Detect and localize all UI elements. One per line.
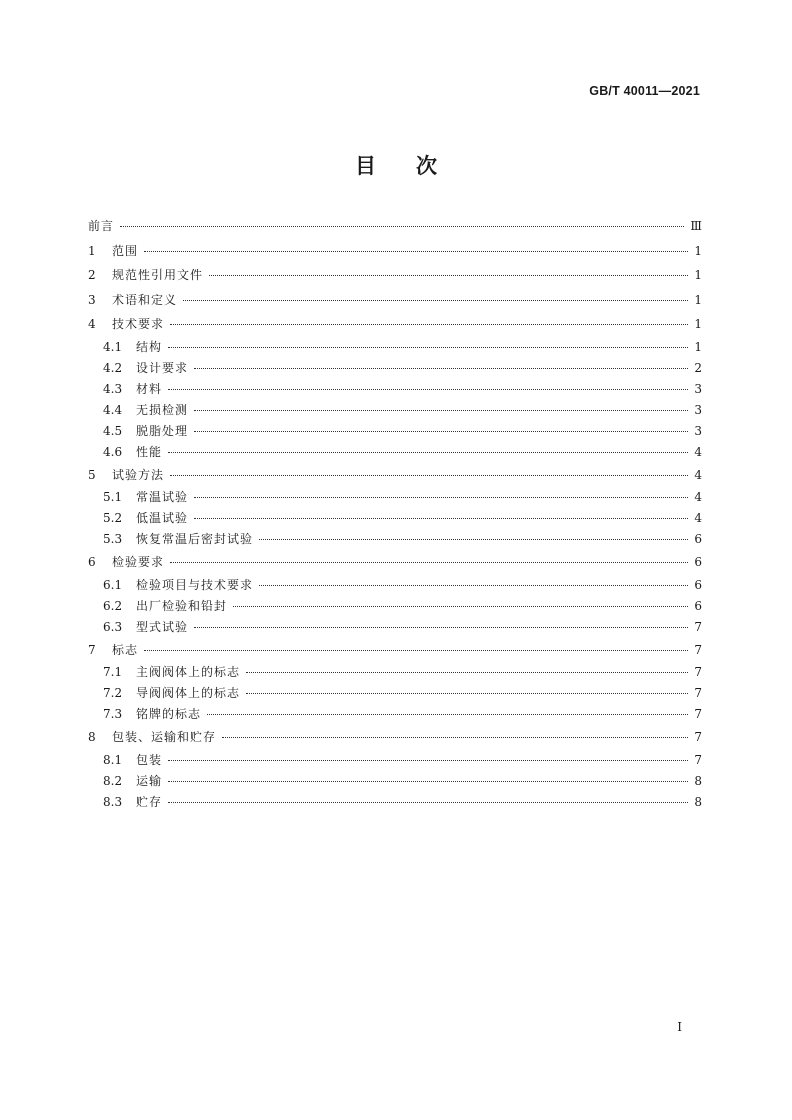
toc-entry-number: 7.2 bbox=[103, 686, 123, 700]
toc-entry-label: 主阀阀体上的标志 bbox=[136, 665, 241, 679]
toc-entry[interactable] bbox=[88, 337, 702, 358]
dot-leader bbox=[170, 463, 688, 476]
toc-entry[interactable] bbox=[88, 263, 702, 288]
toc-entry-page: 3 bbox=[694, 423, 702, 438]
toc-entry-page: 1 bbox=[694, 317, 702, 331]
toc-entry-page: 2 bbox=[694, 360, 702, 375]
toc-entry-number: 8.3 bbox=[103, 794, 123, 809]
toc-entry-page: 7 bbox=[694, 665, 702, 679]
toc-entry-page: Ⅲ bbox=[690, 219, 702, 233]
toc-entry[interactable] bbox=[88, 358, 702, 379]
dot-leader bbox=[170, 312, 688, 325]
dot-leader bbox=[168, 748, 688, 761]
dot-leader bbox=[259, 527, 688, 540]
toc-entry-label: 材料 bbox=[136, 381, 163, 396]
toc-entry[interactable] bbox=[88, 683, 702, 704]
toc-entry-page: 3 bbox=[694, 381, 702, 396]
toc-entry-label: 术语和定义 bbox=[112, 292, 178, 307]
title-char-2: 次 bbox=[416, 154, 437, 178]
toc-entry-page: 8 bbox=[694, 794, 702, 809]
toc-entry-page: 4 bbox=[694, 490, 702, 504]
toc-entry[interactable] bbox=[88, 239, 702, 264]
toc-entry-label: 性能 bbox=[136, 444, 163, 459]
toc-entry[interactable] bbox=[88, 508, 702, 529]
dot-leader bbox=[170, 550, 688, 563]
toc-entry[interactable] bbox=[88, 617, 702, 638]
toc-entry-page: 7 bbox=[694, 619, 702, 634]
toc-entry-label: 前言 bbox=[88, 219, 115, 233]
toc-entry-label: 设计要求 bbox=[136, 360, 189, 375]
toc-entry-page: 4 bbox=[694, 511, 702, 525]
toc-entry-number: 2 bbox=[88, 268, 96, 282]
toc-entry-page: 6 bbox=[694, 598, 702, 613]
toc-entry-number: 6.3 bbox=[103, 619, 123, 634]
toc-entry-number: 4.4 bbox=[103, 402, 123, 417]
toc-entry-page: 4 bbox=[694, 467, 702, 482]
title-char-1: 目 bbox=[355, 154, 376, 178]
dot-leader bbox=[209, 263, 688, 276]
toc-entry-label: 范围 bbox=[112, 243, 139, 258]
toc-entry-label: 出厂检验和铅封 bbox=[136, 598, 228, 613]
toc-entry[interactable] bbox=[88, 662, 702, 683]
toc-entry-page: 7 bbox=[694, 686, 702, 700]
standard-code: GB/T 40011—2021 bbox=[589, 84, 700, 98]
dot-leader bbox=[168, 335, 688, 348]
toc-entry-label: 试验方法 bbox=[112, 467, 165, 482]
page-number: I bbox=[677, 1020, 682, 1034]
table-of-contents bbox=[88, 214, 702, 813]
dot-leader bbox=[168, 440, 688, 453]
toc-entry-label: 标志 bbox=[112, 642, 139, 657]
toc-entry-label: 结构 bbox=[136, 339, 163, 354]
toc-entry-page: 7 bbox=[694, 642, 702, 657]
toc-entry[interactable] bbox=[88, 312, 702, 337]
dot-leader bbox=[194, 615, 688, 628]
toc-entry[interactable] bbox=[88, 638, 702, 663]
toc-entry-label: 型式试验 bbox=[136, 619, 189, 634]
toc-entry-page: 8 bbox=[694, 773, 702, 788]
dot-leader bbox=[144, 239, 688, 252]
toc-entry-label: 运输 bbox=[136, 773, 163, 788]
dot-leader bbox=[259, 573, 688, 586]
toc-entry-number: 5 bbox=[88, 467, 96, 482]
toc-entry[interactable] bbox=[88, 214, 702, 239]
dot-leader bbox=[144, 638, 688, 651]
toc-entry[interactable] bbox=[88, 442, 702, 463]
toc-entry[interactable] bbox=[88, 288, 702, 313]
dot-leader bbox=[246, 681, 688, 694]
dot-leader bbox=[194, 356, 688, 369]
toc-entry-number: 8 bbox=[88, 730, 96, 744]
toc-entry-number: 5.2 bbox=[103, 511, 123, 525]
toc-entry[interactable] bbox=[88, 771, 702, 792]
toc-entry-page: 1 bbox=[694, 268, 702, 282]
toc-entry-label: 检验项目与技术要求 bbox=[136, 577, 254, 592]
toc-entry-label: 规范性引用文件 bbox=[112, 268, 204, 282]
toc-entry-label: 贮存 bbox=[136, 794, 163, 809]
dot-leader bbox=[194, 419, 688, 432]
toc-entry-label: 导阀阀体上的标志 bbox=[136, 686, 241, 700]
toc-entry[interactable] bbox=[88, 550, 702, 575]
toc-entry[interactable] bbox=[88, 792, 702, 813]
toc-entry[interactable] bbox=[88, 575, 702, 596]
toc-entry-label: 技术要求 bbox=[112, 317, 165, 331]
toc-entry[interactable] bbox=[88, 463, 702, 488]
toc-entry-label: 包装 bbox=[136, 752, 163, 767]
toc-entry-number: 5.1 bbox=[103, 490, 123, 504]
toc-entry-number: 4 bbox=[88, 317, 96, 331]
toc-entry-page: 7 bbox=[694, 707, 702, 721]
toc-entry-page: 6 bbox=[694, 577, 702, 592]
toc-entry-number: 4.6 bbox=[103, 444, 123, 459]
toc-entry-number: 1 bbox=[88, 243, 96, 258]
toc-entry-number: 6 bbox=[88, 555, 96, 569]
toc-entry-page: 6 bbox=[694, 555, 702, 569]
toc-entry-page: 3 bbox=[694, 402, 702, 417]
toc-entry-number: 4.2 bbox=[103, 360, 123, 375]
toc-entry-label: 无损检测 bbox=[136, 402, 189, 417]
toc-entry-page: 1 bbox=[694, 339, 702, 354]
toc-entry-page: 1 bbox=[694, 243, 702, 258]
dot-leader bbox=[120, 214, 684, 227]
dot-leader bbox=[207, 702, 688, 715]
toc-entry[interactable] bbox=[88, 379, 702, 400]
toc-entry-number: 7.3 bbox=[103, 707, 123, 721]
dot-leader bbox=[246, 660, 688, 673]
toc-entry-page: 7 bbox=[694, 752, 702, 767]
toc-entry-number: 8.2 bbox=[103, 773, 123, 788]
toc-entry-number: 6.2 bbox=[103, 598, 123, 613]
toc-entry-label: 铭牌的标志 bbox=[136, 707, 202, 721]
toc-entry-number: 8.1 bbox=[103, 752, 123, 767]
toc-entry-number: 7.1 bbox=[103, 665, 123, 679]
toc-entry-number: 5.3 bbox=[103, 532, 123, 546]
dot-leader bbox=[194, 485, 688, 498]
toc-entry[interactable] bbox=[88, 750, 702, 771]
toc-entry-label: 常温试验 bbox=[136, 490, 189, 504]
toc-entry[interactable] bbox=[88, 704, 702, 725]
dot-leader bbox=[233, 594, 688, 607]
toc-entry-label: 包装、运输和贮存 bbox=[112, 730, 217, 744]
toc-entry[interactable] bbox=[88, 529, 702, 550]
toc-entry-label: 脱脂处理 bbox=[136, 423, 189, 438]
dot-leader bbox=[194, 398, 688, 411]
toc-entry-page: 6 bbox=[694, 532, 702, 546]
toc-entry-label: 恢复常温后密封试验 bbox=[136, 532, 254, 546]
toc-entry[interactable] bbox=[88, 400, 702, 421]
toc-entry[interactable] bbox=[88, 487, 702, 508]
dot-leader bbox=[183, 288, 688, 301]
dot-leader bbox=[222, 725, 688, 738]
toc-entry[interactable] bbox=[88, 725, 702, 750]
dot-leader bbox=[168, 790, 688, 803]
toc-entry[interactable] bbox=[88, 421, 702, 442]
dot-leader bbox=[168, 377, 688, 390]
page-title bbox=[0, 150, 792, 180]
toc-entry-number: 7 bbox=[88, 642, 96, 657]
toc-entry-page: 1 bbox=[694, 292, 702, 307]
toc-entry-number: 3 bbox=[88, 292, 96, 307]
toc-entry-page: 4 bbox=[694, 444, 702, 459]
toc-entry-number: 6.1 bbox=[103, 577, 123, 592]
toc-entry-page: 7 bbox=[694, 730, 702, 744]
toc-entry-number: 4.3 bbox=[103, 381, 123, 396]
toc-entry-label: 检验要求 bbox=[112, 555, 165, 569]
dot-leader bbox=[194, 506, 688, 519]
toc-entry[interactable] bbox=[88, 596, 702, 617]
toc-entry-label: 低温试验 bbox=[136, 511, 189, 525]
toc-entry-number: 4.5 bbox=[103, 423, 123, 438]
toc-entry-number: 4.1 bbox=[103, 339, 123, 354]
dot-leader bbox=[168, 769, 688, 782]
